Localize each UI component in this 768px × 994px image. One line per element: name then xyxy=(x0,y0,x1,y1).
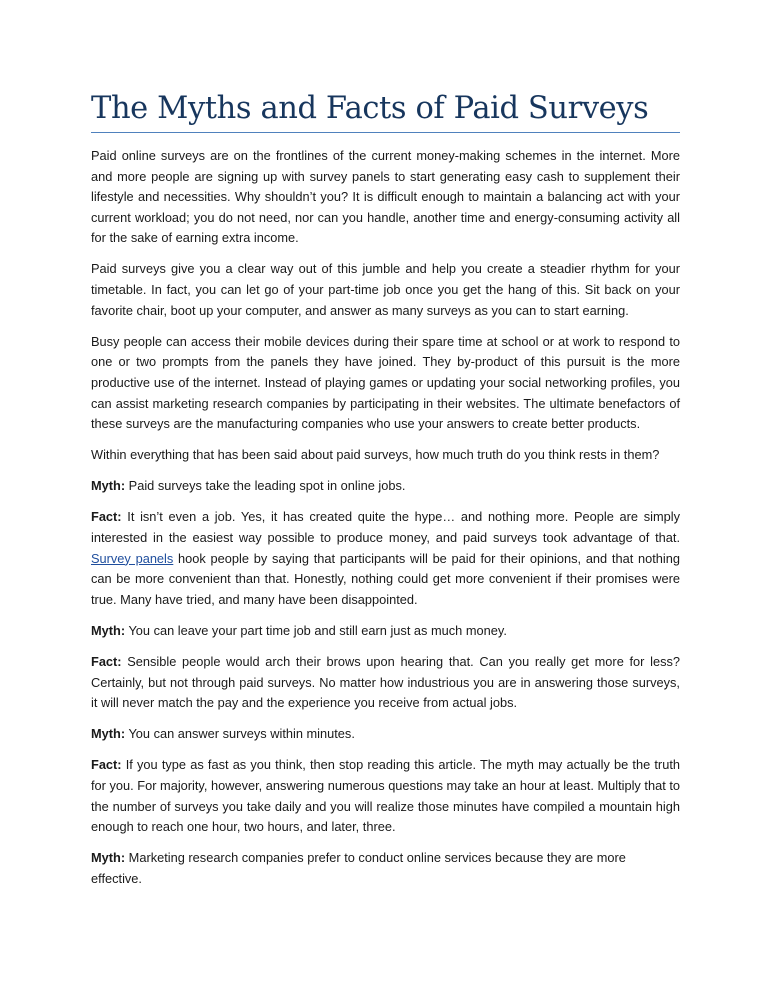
survey-panels-link[interactable]: Survey panels xyxy=(91,550,174,566)
fact-3 xyxy=(91,755,680,837)
fact-2-text: Sensible people would arch their brows upon hearing that. Can you really get more for less? Certainly, but not through paid surveys. No matter how industrious you are in answering those surveys, it will never match the pay and the experience you receive from actual jobs. xyxy=(91,653,680,711)
fact-1-text-before: It isn’t even a job. Yes, it has created quite the hype… and nothing more. People are simply interested in the easiest way possible to produce money, and paid surveys took advantage of that. xyxy=(91,509,680,545)
paragraph-question: Within everything that has been said about paid surveys, how much truth do you think rests in them? xyxy=(91,447,660,463)
paragraph-intro: Paid online surveys are on the frontlines of the current money-making schemes in the internet. More and more people are signing up with survey panels to start generating easy cash to supplement their lifestyle and necessities. Why shouldn’t you? It is difficult enough to maintain a balancing act with your current workload; you do not need, nor can you handle, another time and energy-consuming activity all for the sake of earning extra income. xyxy=(91,148,680,246)
fact-3-text: If you type as fast as you think, then stop reading this article. The myth may actually be the truth for you. For majority, however, answering numerous questions may take an hour at least. Multiply that to the number of surveys you take daily and you will realize those minutes have compiled a mountain high enough to reach one hour, two hours, and later, three. xyxy=(91,757,680,835)
fact-1 xyxy=(91,507,680,610)
myth-4 xyxy=(91,848,680,889)
title-underline xyxy=(91,132,680,133)
paragraph-busy-people: Busy people can access their mobile devices during their spare time at school or at work to respond to one or two prompts from the panels they have joined. They by-product of this pursuit is the more productive use of the internet. Instead of playing games or updating your social networking profiles, you can assist marketing research companies by participating in their websites. The ultimate benefactors of these surveys are the manufacturing companies who use your answers to create better products. xyxy=(91,333,680,432)
myth-4-text: Marketing research companies prefer to conduct online services because they are more effective. xyxy=(91,850,626,886)
myth-3-text: You can answer surveys within minutes. xyxy=(125,726,355,742)
myth-label: Myth: xyxy=(91,850,126,866)
myth-label: Myth: xyxy=(91,478,126,494)
fact-label: Fact: xyxy=(91,757,122,773)
fact-label: Fact: xyxy=(91,509,122,525)
page-title: The Myths and Facts of Paid Surveys xyxy=(91,91,649,126)
fact-2 xyxy=(91,652,680,714)
fact-label: Fact: xyxy=(91,653,122,669)
myth-3 xyxy=(91,724,680,745)
myth-label: Myth: xyxy=(91,622,126,638)
myth-2-text: You can leave your part time job and still earn just as much money. xyxy=(125,622,507,638)
fact-1-text-after: hook people by saying that participants will be paid for their opinions, and that nothing can be more convenient than that. Honestly, nothing could get more convenient if their promises were true. Many have tried, and many have been disappointed. xyxy=(91,550,681,607)
myth-1 xyxy=(91,476,680,497)
paragraph-clear-way: Paid surveys give you a clear way out of this jumble and help you create a steadier rhythm for your timetable. In fact, you can let go of your part-time job once you get the hang of this. Sit back on your favorite chair, boot up your computer, and answer as many surveys as you can to start earning. xyxy=(91,261,680,318)
myth-1-text: Paid surveys take the leading spot in online jobs. xyxy=(125,478,406,494)
myth-label: Myth: xyxy=(91,726,126,742)
myth-2 xyxy=(91,621,680,642)
